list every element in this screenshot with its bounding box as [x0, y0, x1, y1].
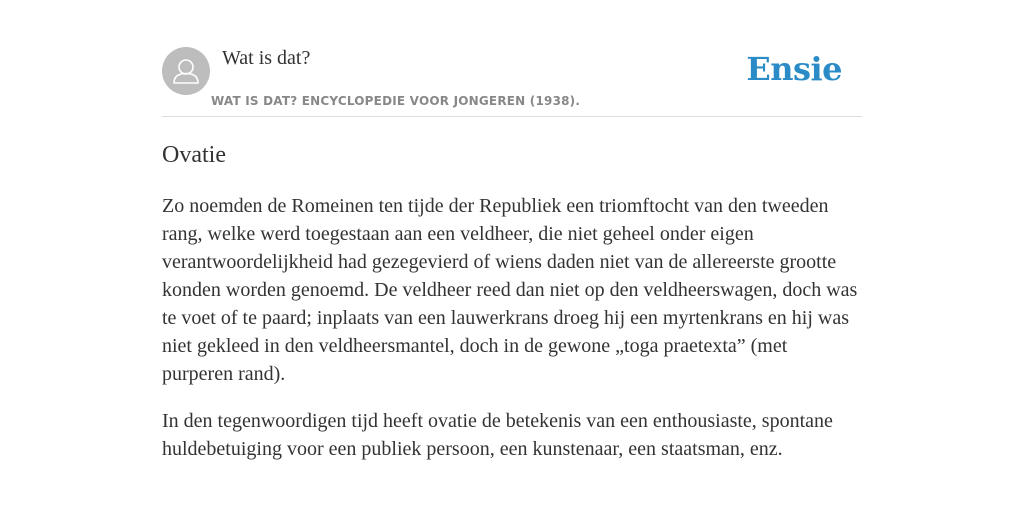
article-body [162, 192, 862, 482]
article-title: Ovatie [162, 142, 226, 168]
ensie-logo[interactable]: Ensie [746, 50, 842, 88]
user-icon [162, 47, 210, 95]
article-paragraph: Zo noemden de Romeinen ten tijde der Republiek een triomftocht van den tweeden rang, welke werd toegestaan aan een veldheer, die niet geheel onder eigen verantwoordelijkheid had gezegevierd of wiens daden niet van de allereerste grootte konden worden genoemd. De veldheer reed dan niet op den veldheerswagen, doch was te voet of te paard; inplaats van een lauwerkrans droeg hij een myrtenkrans en hij was niet gekleed in den veldheersmantel, doch in de gewone „toga praetexta” (met purperen rand). [162, 195, 858, 385]
source-title[interactable]: Wat is dat? [222, 47, 311, 69]
article-paragraph: In den tegenwoordigen tijd heeft ovatie de betekenis van een enthousiaste, spontane huldebetuiging voor een publiek persoon, een kunstenaar, een staatsman, enz. [162, 410, 833, 460]
avatar[interactable] [162, 47, 210, 95]
source-header [162, 0, 862, 117]
source-subtitle[interactable]: WAT IS DAT? ENCYCLOPEDIE VOOR JONGEREN (1938). [211, 94, 581, 108]
